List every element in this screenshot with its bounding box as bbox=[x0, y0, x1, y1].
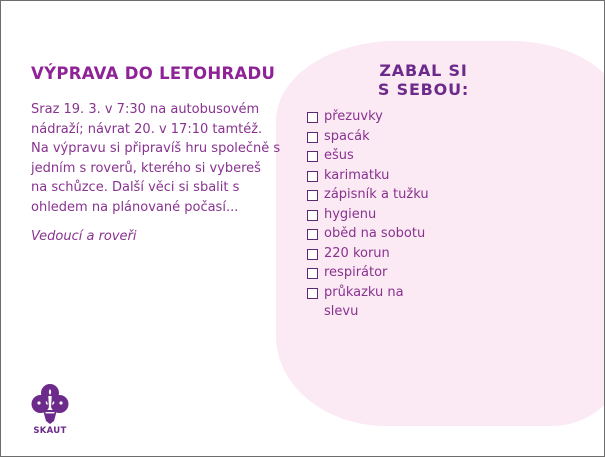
checklist-item[interactable] bbox=[307, 146, 442, 166]
checklist-item-label: ešus bbox=[324, 148, 354, 163]
packing-checklist bbox=[307, 107, 442, 322]
event-title: VÝPRAVA DO LETOHRADU bbox=[31, 64, 276, 83]
packing-list-title-line2: S SEBOU: bbox=[377, 80, 470, 99]
logo-text: SKAUT bbox=[33, 426, 67, 436]
checklist-item[interactable] bbox=[307, 185, 442, 205]
checklist-item-label: spacák bbox=[324, 128, 370, 144]
checklist-item-label: hygienu bbox=[324, 206, 377, 222]
checklist-item-label: přezuvky bbox=[324, 109, 383, 124]
checklist-item-label: oběd na sobotu bbox=[324, 226, 426, 241]
skaut-trefoil-icon bbox=[30, 383, 70, 425]
checkbox-icon[interactable] bbox=[307, 210, 318, 221]
checklist-item-label: průkazku na slevu bbox=[324, 284, 404, 319]
checklist-item[interactable] bbox=[307, 205, 442, 225]
checkbox-icon[interactable] bbox=[307, 288, 318, 299]
checkbox-icon[interactable] bbox=[307, 112, 318, 123]
checklist-item[interactable] bbox=[307, 263, 442, 283]
checklist-item-label: respirátor bbox=[324, 265, 388, 280]
checkbox-icon[interactable] bbox=[307, 171, 318, 182]
checkbox-icon[interactable] bbox=[307, 229, 318, 240]
checklist-item[interactable] bbox=[307, 283, 442, 322]
checklist-item[interactable] bbox=[307, 166, 442, 186]
checkbox-icon[interactable] bbox=[307, 268, 318, 279]
skaut-logo bbox=[28, 383, 72, 443]
checklist-item[interactable] bbox=[307, 127, 442, 147]
packing-list-title-line1: ZABAL SI bbox=[379, 61, 468, 80]
checkbox-icon[interactable] bbox=[307, 190, 318, 201]
checklist-item-label: 220 korun bbox=[324, 245, 390, 261]
checkbox-icon[interactable] bbox=[307, 151, 318, 162]
packing-list-title bbox=[351, 61, 496, 99]
checklist-item-label: zápisník a tužku bbox=[324, 187, 429, 202]
checklist-item[interactable] bbox=[307, 244, 442, 264]
event-signature: Vedoucí a roveři bbox=[31, 229, 137, 244]
checklist-item[interactable] bbox=[307, 107, 442, 127]
checkbox-icon[interactable] bbox=[307, 249, 318, 260]
event-description: Sraz 19. 3. v 7:30 na autobusovém nádraží; návrat 20. v 17:10 tamtéž. Na výpravu si připravíš hru společně s jedním s roverů, kterého si vybereš na schůzce. Další věci si sbalit s ohledem na plánované počasí... bbox=[31, 102, 281, 215]
checklist-item[interactable] bbox=[307, 224, 442, 244]
checklist-item-label: karimatku bbox=[324, 167, 390, 183]
checkbox-icon[interactable] bbox=[307, 132, 318, 143]
